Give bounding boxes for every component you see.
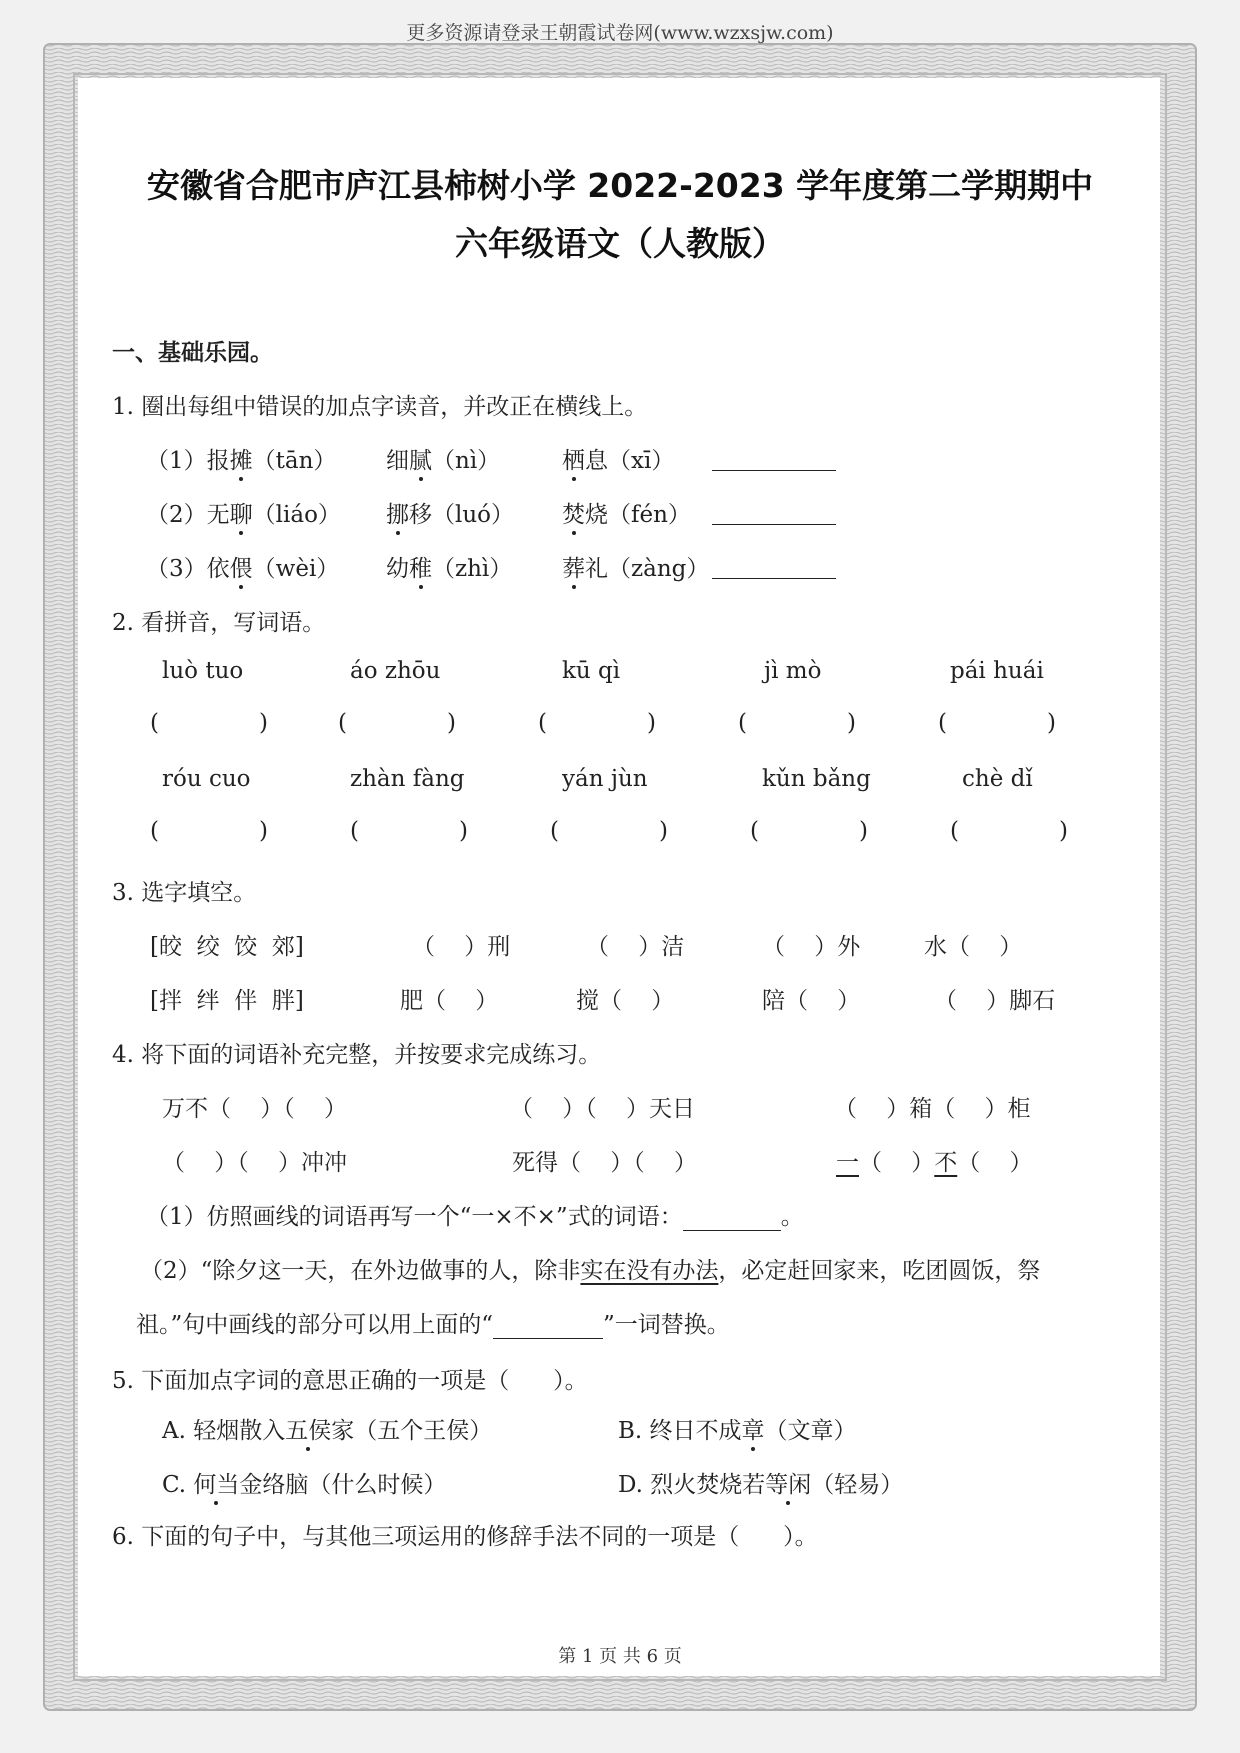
dotted-char: 等闲 xyxy=(765,1472,812,1498)
idiom-fill[interactable]: 万不（ ）（ ） xyxy=(162,1096,347,1122)
option-d[interactable]: D. 烈火焚烧若等闲（轻易） xyxy=(618,1472,904,1498)
answer-box[interactable]: ( ) xyxy=(350,818,468,844)
page-footer: 第 1 页 共 6 页 xyxy=(558,1646,682,1667)
answer-box[interactable]: ( ) xyxy=(150,710,268,736)
answer-blank[interactable] xyxy=(712,498,836,525)
fill-item[interactable]: 肥（ ） xyxy=(400,988,499,1014)
char-group-1: [皎 绞 饺 郊] xyxy=(150,934,304,960)
answer-box[interactable]: ( ) xyxy=(538,710,656,736)
dotted-char: 焚 xyxy=(562,502,585,528)
idiom-fill[interactable]: （ ）箱（ ）柜 xyxy=(834,1096,1031,1122)
answer-box[interactable]: ( ) xyxy=(338,710,456,736)
q1-row-1-word-3: 栖息（xī） xyxy=(562,448,675,474)
answer-blank[interactable] xyxy=(712,552,836,579)
section-heading: 一、基础乐园。 xyxy=(112,340,273,366)
dotted-char: 五侯 xyxy=(285,1418,332,1444)
q6-stem: 6. 下面的句子中，与其他三项运用的修辞手法不同的一项是（ ）。 xyxy=(112,1524,818,1550)
fill-item[interactable]: 搅（ ） xyxy=(576,988,675,1014)
q1-num: （1） xyxy=(146,448,207,474)
q1-row-1-word-2: 细腻（nì） xyxy=(386,448,501,474)
dotted-char: 章 xyxy=(741,1418,765,1444)
idiom-fill[interactable]: 死得（ ）（ ） xyxy=(512,1150,697,1176)
answer-blank[interactable] xyxy=(493,1316,603,1339)
q1-row-2-word-3: 焚烧（fén） xyxy=(562,502,691,528)
fill-item[interactable]: （ ）刑 xyxy=(412,934,511,960)
pinyin: róu cuo xyxy=(162,766,251,792)
q1-row-2: （2）无聊（liáo） xyxy=(146,502,341,528)
option-a[interactable]: A. 轻烟散入五侯家（五个王侯） xyxy=(162,1418,493,1444)
idiom-fill-underlined[interactable]: 一（ ）不（ ） xyxy=(836,1150,1033,1176)
answer-box[interactable]: ( ) xyxy=(950,818,1068,844)
answer-box[interactable]: ( ) xyxy=(938,710,1056,736)
q1-row-1: （1）报摊（tān） xyxy=(146,448,337,474)
pinyin: luò tuo xyxy=(162,658,244,684)
pinyin: zhàn fàng xyxy=(350,766,465,792)
fill-item[interactable]: 陪（ ） xyxy=(762,988,861,1014)
q1-row-3-word-2: 幼稚（zhì） xyxy=(386,556,513,582)
dotted-char: 葬 xyxy=(562,556,585,582)
idiom-fill[interactable]: （ ）（ ）天日 xyxy=(510,1096,695,1122)
pinyin: kū qì xyxy=(562,658,621,684)
dotted-char: 何当 xyxy=(193,1472,240,1498)
fill-item[interactable]: （ ）脚石 xyxy=(934,988,1056,1014)
q1-row-3-word-3: 葬礼（zàng） xyxy=(562,556,710,582)
dotted-char: 腻 xyxy=(409,448,432,474)
dotted-char: 挪 xyxy=(386,502,409,528)
answer-box[interactable]: ( ) xyxy=(750,818,868,844)
pinyin: kǔn bǎng xyxy=(762,766,871,792)
answer-box[interactable]: ( ) xyxy=(150,818,268,844)
q4-sub-1: （1）仿照画线的词语再写一个“一×不×”式的词语： 。 xyxy=(146,1204,804,1230)
dotted-char: 摊 xyxy=(229,448,253,474)
pinyin: pái huái xyxy=(950,658,1044,684)
option-c[interactable]: C. 何当金络脑（什么时候） xyxy=(162,1472,447,1498)
answer-box[interactable]: ( ) xyxy=(550,818,668,844)
dotted-char: 聊 xyxy=(229,502,253,528)
pinyin: áo zhōu xyxy=(350,658,441,684)
pinyin: yán jùn xyxy=(562,766,648,792)
answer-blank[interactable] xyxy=(712,444,836,471)
title-line-1: 安徽省合肥市庐江县柿树小学 2022-2023 学年度第二学期期中 xyxy=(146,166,1094,205)
char-group-2: [拌 绊 伴 胖] xyxy=(150,988,304,1014)
answer-box[interactable]: ( ) xyxy=(738,710,856,736)
q2-stem: 2. 看拼音，写词语。 xyxy=(112,610,326,636)
dotted-char: 稚 xyxy=(409,556,432,582)
pinyin: chè dǐ xyxy=(962,766,1033,792)
fill-item[interactable]: （ ）洁 xyxy=(586,934,685,960)
q1-row-2-word-2: 挪移（luó） xyxy=(386,502,515,528)
dotted-char: 偎 xyxy=(229,556,253,582)
dotted-char: 栖 xyxy=(562,448,585,474)
idiom-fill[interactable]: （ ）（ ）冲冲 xyxy=(162,1150,347,1176)
q4-sub-2-cont: 祖。”句中画线的部分可以用上面的“ ”一词替换。 xyxy=(136,1312,730,1338)
q4-sub-2: （2）“除夕这一天，在外边做事的人，除非实在没有办法，必定赶回家来，吃团圆饭，祭 xyxy=(140,1258,1041,1284)
top-note: 更多资源请登录王朝霞试卷网(www.wzxsjw.com) xyxy=(406,22,834,44)
q4-stem: 4. 将下面的词语补充完整，并按要求完成练习。 xyxy=(112,1042,602,1068)
q1-row-3: （3）依偎（wèi） xyxy=(146,556,340,582)
title-line-2: 六年级语文（人教版） xyxy=(455,224,785,263)
answer-blank[interactable] xyxy=(683,1208,781,1231)
underlined-phrase: 实在没有办法 xyxy=(580,1258,719,1284)
fill-item[interactable]: （ ）外 xyxy=(762,934,861,960)
q1-stem: 1. 圈出每组中错误的加点字读音，并改正在横线上。 xyxy=(112,394,648,420)
option-b[interactable]: B. 终日不成章（文章） xyxy=(618,1418,857,1444)
q5-stem: 5. 下面加点字词的意思正确的一项是（ ）。 xyxy=(112,1368,588,1394)
pinyin: jì mò xyxy=(764,658,822,684)
fill-item[interactable]: 水（ ） xyxy=(924,934,1023,960)
q3-stem: 3. 选字填空。 xyxy=(112,880,257,906)
